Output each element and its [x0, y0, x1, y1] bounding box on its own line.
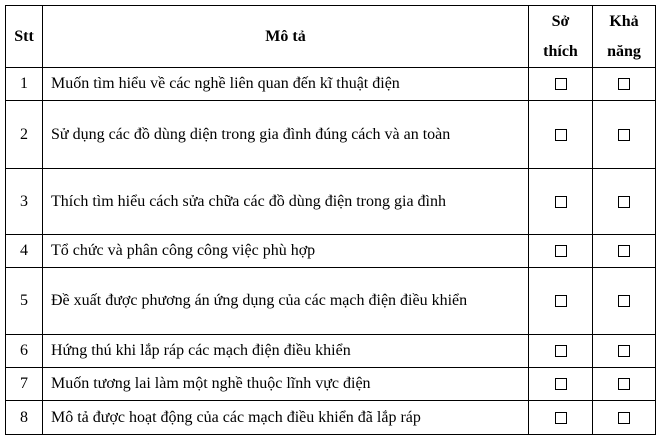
row-number: 6	[6, 335, 43, 368]
row-number: 1	[6, 68, 43, 101]
row-number: 7	[6, 368, 43, 401]
header-interest	[529, 6, 593, 68]
interest-cell	[529, 268, 593, 335]
header-stt: Stt	[6, 6, 43, 68]
interest-checkbox[interactable]	[555, 345, 567, 357]
ability-checkbox[interactable]	[618, 78, 630, 90]
interest-cell	[529, 235, 593, 268]
interest-checkbox[interactable]	[555, 412, 567, 424]
ability-cell	[593, 169, 656, 235]
row-description: Đề xuất được phương án ứng dụng của các mạch điện điều khiển	[43, 268, 529, 335]
table-row	[6, 401, 656, 435]
interest-checkbox[interactable]	[555, 196, 567, 208]
header-ability-line2: năng	[607, 42, 641, 60]
table-row	[6, 235, 656, 268]
ability-cell	[593, 235, 656, 268]
interest-cell	[529, 368, 593, 401]
ability-cell	[593, 68, 656, 101]
ability-cell	[593, 401, 656, 435]
header-interest-line1: Sở	[551, 12, 570, 30]
header-description: Mô tả	[43, 6, 529, 68]
row-number: 3	[6, 169, 43, 235]
interest-checkbox[interactable]	[555, 378, 567, 390]
interest-checkbox[interactable]	[555, 78, 567, 90]
header-row	[6, 6, 656, 68]
row-number: 5	[6, 268, 43, 335]
row-description: Muốn tìm hiểu về các nghề liên quan đến kĩ thuật điện	[43, 68, 529, 101]
ability-checkbox[interactable]	[618, 196, 630, 208]
header-interest-line2: thích	[543, 42, 578, 60]
header-ability	[593, 6, 656, 68]
row-description: Thích tìm hiểu cách sửa chữa các đồ dùng điện trong gia đình	[43, 169, 529, 235]
table-row	[6, 169, 656, 235]
interest-cell	[529, 335, 593, 368]
row-description: Mô tả được hoạt động của các mạch điều khiển đã lắp ráp	[43, 401, 529, 435]
table-row	[6, 368, 656, 401]
row-description: Hứng thú khi lắp ráp các mạch điện điều khiển	[43, 335, 529, 368]
interest-checkbox[interactable]	[555, 295, 567, 307]
ability-checkbox[interactable]	[618, 295, 630, 307]
table-row	[6, 335, 656, 368]
interest-cell	[529, 101, 593, 169]
row-number: 2	[6, 101, 43, 169]
interest-checkbox[interactable]	[555, 245, 567, 257]
survey-table	[5, 5, 656, 435]
ability-checkbox[interactable]	[618, 345, 630, 357]
row-description: Sử dụng các đồ dùng diện trong gia đình đúng cách và an toàn	[43, 101, 529, 169]
table-row	[6, 101, 656, 169]
ability-cell	[593, 368, 656, 401]
row-description: Tổ chức và phân công công việc phù hợp	[43, 235, 529, 268]
header-ability-line1: Khả	[609, 12, 639, 30]
row-description: Muốn tương lai làm một nghề thuộc lĩnh vực điện	[43, 368, 529, 401]
table-row	[6, 68, 656, 101]
ability-checkbox[interactable]	[618, 412, 630, 424]
ability-checkbox[interactable]	[618, 245, 630, 257]
interest-cell	[529, 169, 593, 235]
row-number: 4	[6, 235, 43, 268]
table-row	[6, 268, 656, 335]
ability-checkbox[interactable]	[618, 129, 630, 141]
interest-checkbox[interactable]	[555, 129, 567, 141]
ability-cell	[593, 268, 656, 335]
interest-cell	[529, 68, 593, 101]
ability-cell	[593, 335, 656, 368]
ability-checkbox[interactable]	[618, 378, 630, 390]
ability-cell	[593, 101, 656, 169]
row-number: 8	[6, 401, 43, 435]
interest-cell	[529, 401, 593, 435]
